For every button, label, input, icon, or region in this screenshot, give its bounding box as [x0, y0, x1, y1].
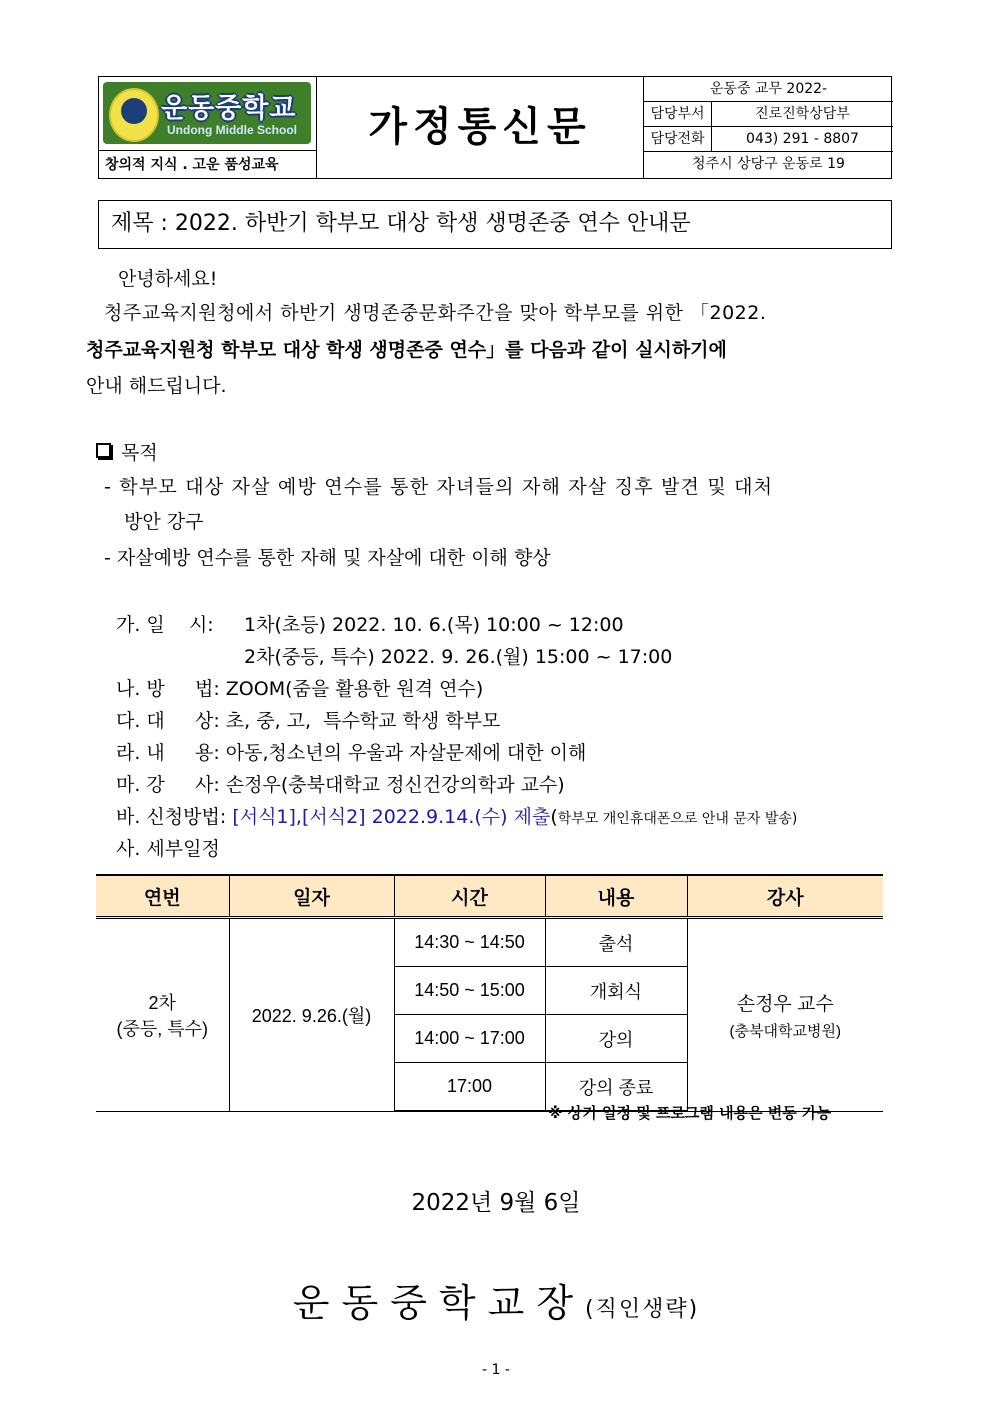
- lecturer-org: (충북대학교병원): [729, 1022, 841, 1040]
- apply-note: 학부모 개인휴대폰으로 안내 문자 발송): [557, 811, 798, 827]
- masthead-title: 가정통신문: [368, 104, 592, 150]
- schedule-note: ※ 상기 일정 및 프로그램 내용은 변동 가능: [548, 1104, 831, 1122]
- school-emblem-icon: [109, 88, 159, 142]
- content-cell: 개회식: [545, 967, 687, 1015]
- intro-line-2: 청주교육지원청 학부모 대상 학생 생명존중 연수」를 다음과 같이 실시하기에: [86, 339, 727, 361]
- round-target: (중등, 특수): [116, 1018, 209, 1039]
- col-header-round: 연번: [96, 875, 229, 918]
- schedule-table: [96, 874, 883, 1112]
- lecturer-name: 손정우 교수: [736, 993, 834, 1015]
- content-cell: 강의 종료: [545, 1063, 687, 1112]
- page-number: - 1 -: [482, 1362, 510, 1378]
- purpose-item-1-cont: 방안 강구: [124, 511, 204, 533]
- document-info: [643, 77, 892, 179]
- dept-label: 담당부서: [644, 102, 712, 126]
- time-cell: 14:00 ~ 17:00: [394, 1015, 545, 1063]
- table-row: [96, 918, 883, 967]
- col-header-content: 내용: [545, 875, 687, 918]
- round-cell: [96, 918, 229, 1112]
- phone-label: 담당전화: [644, 127, 712, 151]
- table-header-row: [96, 875, 883, 918]
- school-address: 청주시 상당구 운동로 19: [692, 156, 845, 172]
- school-motto: 창의적 지식 . 고운 품성교육: [99, 151, 317, 179]
- subject-title: 제목 : 2022. 하반기 학부모 대상 학생 생명존중 연수 안내문: [98, 200, 892, 249]
- col-header-time: 시간: [394, 875, 545, 918]
- date-cell: 2022. 9.26.(월): [229, 918, 394, 1112]
- schedule-round-2: 2차(중등, 특수) 2022. 9. 26.(월) 15:00 ~ 17:00: [244, 646, 673, 668]
- apply-row: [116, 802, 797, 829]
- doc-number: 운동중 교무 2022-: [644, 77, 893, 102]
- logo-subtitle: Undong Middle School: [167, 123, 297, 137]
- time-cell: 14:30 ~ 14:50: [394, 918, 545, 967]
- target: 다. 대 상: 초, 중, 고, 특수학교 학생 학부모: [116, 710, 501, 732]
- round-number: 2차: [148, 992, 176, 1013]
- purpose-heading-row: [96, 438, 158, 465]
- content: 라. 내 용: 아동,청소년의 우울과 자살문제에 대한 이해: [116, 742, 587, 764]
- apply-note-open: (: [550, 806, 558, 828]
- apply-value: [서식1],[서식2] 2022.9.14.(수) 제출: [232, 806, 551, 828]
- lecturer-cell: [687, 918, 883, 1112]
- letter-header: [98, 76, 892, 179]
- detail-schedule-label: 사. 세부일정: [116, 838, 220, 860]
- signature-block: [0, 1272, 992, 1327]
- dept-row: [644, 102, 893, 127]
- letter-date: 2022년 9월 6일: [411, 1190, 581, 1216]
- purpose-item-2: - 자살예방 연수를 통한 자해 및 자살에 대한 이해 향상: [104, 547, 551, 569]
- intro-line-3: 안내 해드립니다.: [86, 375, 227, 397]
- col-header-lecturer: 강사: [687, 875, 883, 918]
- dept-value: 진로진학상담부: [755, 106, 850, 122]
- time-cell: 17:00: [394, 1063, 545, 1112]
- signature-note: (직인생략): [585, 1297, 700, 1322]
- checkbox-icon: [96, 443, 111, 458]
- intro-line-1: 청주교육지원청에서 하반기 생명존중문화주간을 맞아 학부모를 위한 「2022.: [104, 302, 767, 324]
- apply-label: 바. 신청방법:: [116, 806, 227, 828]
- logo-text: 운동중학교: [161, 93, 297, 124]
- purpose-item-1: - 학부모 대상 자살 예방 연수를 통한 자녀들의 자해 자살 징후 발견 및 대처: [104, 476, 774, 498]
- lecturer: 마. 강 사: 손정우(충북대학교 정신건강의학과 교수): [116, 774, 565, 796]
- school-logo: [103, 82, 311, 144]
- phone-row: [644, 127, 893, 152]
- greeting: 안녕하세요!: [118, 268, 218, 290]
- schedule-label: 가. 일 시:: [116, 614, 214, 636]
- schedule-round-1: 1차(초등) 2022. 10. 6.(목) 10:00 ~ 12:00: [244, 614, 624, 636]
- col-header-date: 일자: [229, 875, 394, 918]
- content-cell: 강의: [545, 1015, 687, 1063]
- method: 나. 방 법: ZOOM(줌을 활용한 원격 연수): [116, 678, 484, 700]
- time-cell: 14:50 ~ 15:00: [394, 967, 545, 1015]
- signature: 운동중학교장: [292, 1281, 586, 1325]
- purpose-heading: 목적: [121, 442, 158, 464]
- school-logo-box: [99, 77, 317, 151]
- content-cell: 출석: [545, 918, 687, 967]
- phone-value: 043) 291 - 8807: [746, 131, 859, 147]
